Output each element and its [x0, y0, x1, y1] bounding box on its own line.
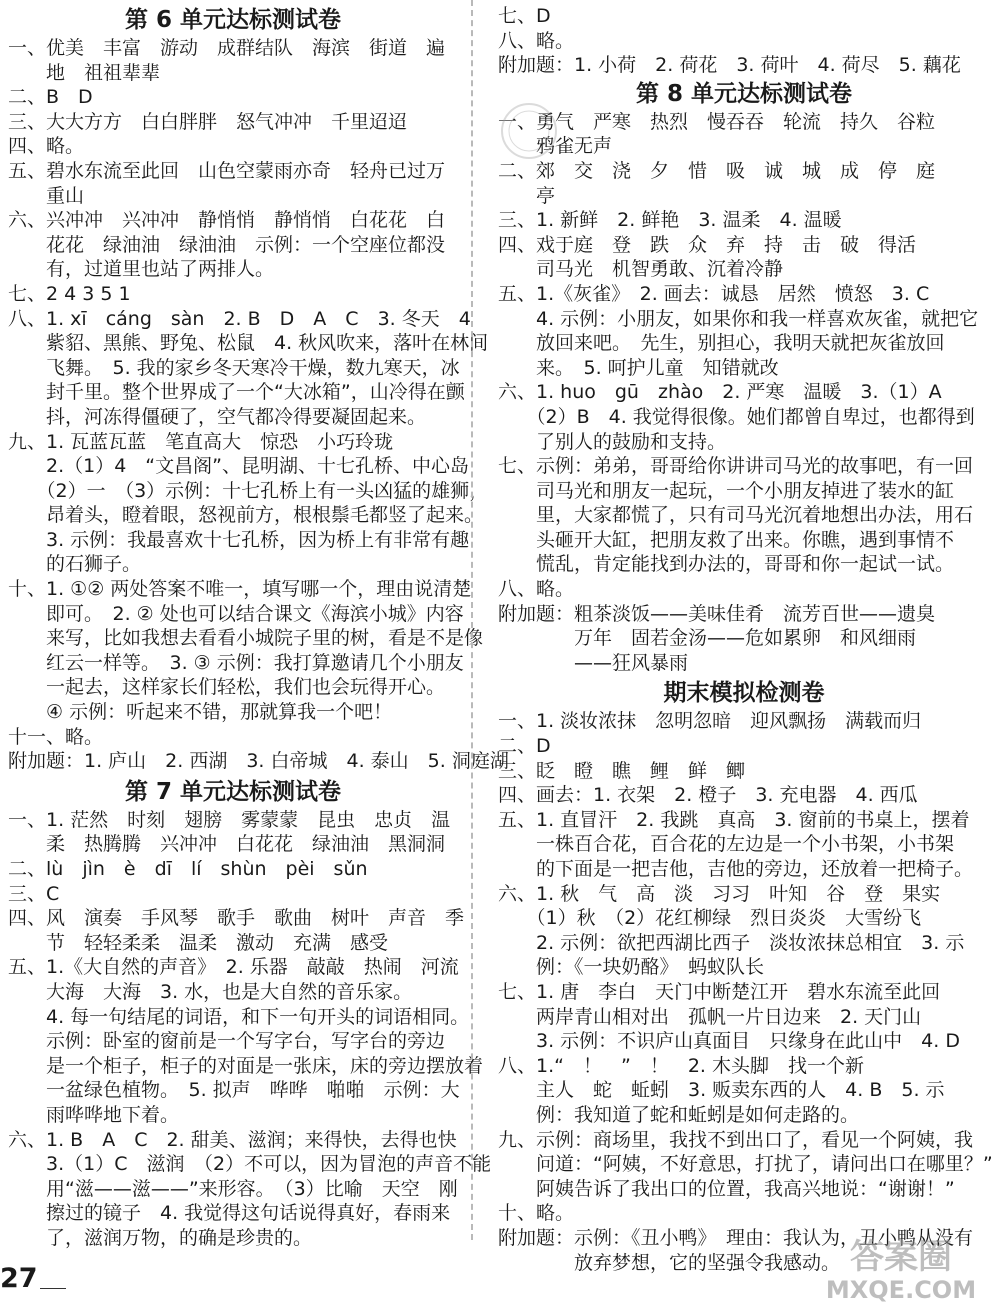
answer-line: 八、1.“ ！ ” ！ 2. 木头脚 找一个新: [498, 1054, 864, 1077]
answer-line: 十、略。: [498, 1202, 575, 1225]
answer-line: 一、优美 丰富 游动 成群结队 海滨 街道 遍: [8, 37, 446, 59]
answer-line: 即可。 2. ② 处也可以结合课文《海滨小城》内容: [8, 602, 464, 625]
answer-line: 抖，河冻得僵硬了，空气都冷得要凝固起来。: [8, 405, 427, 428]
section-title-unit8: 第 8 单元达标测试卷: [635, 80, 853, 107]
answer-line: 的下面是一把吉他，吉他的旁边，还放着一把椅子。: [498, 858, 974, 880]
answer-line: 例：我知道了蛇和蚯蚓是如何走路的。: [498, 1103, 860, 1126]
answer-line: 三、1. 新鲜 2. 鲜艳 3. 温柔 4. 温暖: [498, 209, 842, 232]
answer-line: 一、勇气 严寒 热烈 慢吞吞 轮流 持久 谷粒: [498, 110, 936, 133]
answer-line: 放回来吧。 先生，别担心，我明天就把灰雀放回: [498, 332, 945, 355]
answer-line: 九、示例：商场里，我找不到出口了，看见一个阿姨，我: [498, 1128, 974, 1151]
answer-line: 主人 蛇 蚯蚓 3. 贩卖东西的人 4. B 5. 示: [498, 1079, 945, 1102]
unit7-answers: [8, 808, 492, 1251]
answer-line: 了，滋润万物，的确是珍贵的。: [8, 1226, 313, 1249]
answer-line: 三、眨 瞪 瞧 鲤 鲜 鲫: [498, 759, 746, 782]
answer-line: 鸦雀无声: [498, 135, 613, 158]
answer-line: 二、lù jìn è dī lí shùn pèi sǔn: [8, 858, 368, 880]
answer-line: 七、2 4 3 5 1: [8, 282, 131, 305]
answer-line: 附加题：1. 小荷 2. 荷花 3. 荷叶 4. 荷尽 5. 藕花: [498, 54, 961, 77]
answer-line: 四、画去：1. 衣架 2. 橙子 3. 充电器 4. 西瓜: [498, 784, 918, 807]
answer-line: 3. 示例：我最喜欢十七孔桥，因为桥上有非常有趣: [8, 528, 470, 551]
answer-line: ——狂风暴雨: [498, 651, 689, 674]
answer-line: 了别人的鼓励和支持。: [498, 430, 727, 453]
answer-line: 十、1. ①② 两处答案不唯一，填写哪一个，理由说清楚: [8, 578, 472, 601]
answer-line: 4. 示例：小朋友，如果你和我一样喜欢灰雀，就把它: [498, 307, 979, 330]
answer-line: 3.（1）C 滋润 （2）不可以，因为冒泡的声音不能: [8, 1153, 492, 1176]
answer-line: 附加题：1. 庐山 2. 西湖 3. 白帝城 4. 泰山 5. 洞庭湖: [8, 750, 509, 773]
left-column: [8, 4, 509, 1249]
answer-line: 六、1. 秋 气 高 淡 习习 叶知 谷 登 果实: [498, 882, 941, 905]
answer-line: 来写，比如我想去看看小城院子里的树，看是不是像: [8, 627, 484, 650]
answer-line: 三、C: [8, 882, 60, 905]
answer-line: 一盆绿色植物。 5. 拟声 哗哗 啪啪 示例：大: [8, 1079, 460, 1102]
answer-line: 的石狮子。: [8, 553, 142, 576]
answer-line: 2. 示例：欲把西湖比西子 淡妆浓抹总相宜 3. 示: [498, 931, 965, 954]
final-exam-answers: [498, 709, 993, 1275]
answer-line: 四、戏于庭 登 跌 众 弃 持 击 破 得活: [498, 233, 917, 256]
answer-line: 昂着头，瞪着眼，怒视前方，根根鬃毛都竖了起来。: [8, 504, 484, 527]
section-title-final: 期末模拟检测卷: [663, 680, 825, 707]
answer-line: （2）B 4. 我觉得很像。她们都曾自卑过，也都得到: [498, 405, 975, 428]
section-title-unit7: 第 7 单元达标测试卷: [124, 778, 342, 805]
answer-line: 重山: [8, 184, 85, 207]
answer-line: 2.（1）4 “文昌阁”、昆明湖、十七孔桥、中心岛: [8, 455, 469, 478]
answer-line: ④ 示例：听起来不错，那就算我一个吧！: [8, 701, 393, 724]
answer-line: 七、1. 唐 李白 天门中断楚江开 碧水东流至此回: [498, 980, 941, 1003]
answer-line: 七、D: [498, 5, 551, 27]
answer-line: 有，过道里也站了两排人。: [8, 258, 275, 281]
answer-line: 阿姨告诉了我出口的位置，我高兴地说：“谢谢！”: [498, 1177, 955, 1200]
answer-line: 红云一样等。 3. ③ 示例：我打算邀请几个小朋友: [8, 651, 464, 674]
answer-line: 放弃梦想，它的坚强令我感动。: [498, 1251, 841, 1274]
answer-line: 里，大家都慌了，只有司马光沉着地想出办法，用石: [498, 504, 974, 527]
answer-line: 十一、略。: [8, 725, 104, 748]
answer-line: 八、1. xī cáng sàn 2. B D A C 3. 冬天 4: [8, 307, 471, 330]
answer-line: 一、1. 茫然 时刻 翅膀 雾蒙蒙 昆虫 忠贞 温: [8, 808, 451, 831]
answer-line: 三、大大方方 白白胖胖 怒气冲冲 千里迢迢: [8, 110, 408, 133]
answer-line: 问道：“阿姨，不好意思，打扰了，请问出口在哪里？”: [498, 1153, 993, 1176]
answer-line: 附加题：示例：《丑小鸭》 理由：我认为，丑小鸭从没有: [498, 1226, 974, 1249]
answer-line: 飞舞。 5. 我的家乡冬天寒冷干燥，数九寒天，冰: [8, 356, 460, 379]
answer-line: 附加题：粗茶淡饭——美味佳肴 流芳百世——遗臭: [498, 602, 936, 625]
answer-line: 用“滋——滋——”来形容。 （3）比喻 天空 刚: [8, 1177, 458, 1200]
watermark-text: 答案圈: [850, 1237, 952, 1277]
unit8-answers: [498, 110, 990, 676]
answer-line: 花花 绿油油 绿油油 示例：一个空座位都没: [8, 233, 446, 256]
answer-line: 地 祖祖辈辈: [8, 61, 161, 84]
answer-line: 一起去，这样家长们轻松，我们也会玩得开心。: [8, 676, 446, 699]
answer-line: 4. 每一句结尾的词语，和下一句开头的词语相同。: [8, 1005, 470, 1028]
answer-line: 五、1.《大自然的声音》 2. 乐器 敲敲 热闹 河流: [8, 956, 459, 979]
answer-line: 六、1. huo gū zhào 2. 严寒 温暖 3.（1）A: [498, 381, 942, 404]
answer-line: 四、略。: [8, 135, 85, 158]
faded-stamp-icon: [498, 100, 560, 162]
answer-line: 五、碧水东流至此回 山色空蒙雨亦奇 轻舟已过万: [8, 159, 446, 182]
answer-line: 司马光 机智勇敢、沉着冷静: [498, 258, 784, 281]
unit6-answers: [8, 36, 509, 774]
unit7-tail-answers: [498, 4, 990, 78]
answer-line: 八、略。: [498, 578, 575, 601]
answer-line: 紫貂、黑熊、野兔、松鼠 4. 秋风吹来，落叶在林间: [8, 332, 489, 355]
page-number: 27: [0, 1263, 38, 1294]
answer-line: 封千里。整个世界成了一个“大冰箱”，山冷得在颤: [8, 381, 465, 404]
answer-line: 示例：卧室的窗前是一个写字台，写字台的旁边: [8, 1030, 446, 1053]
answer-line: 雨哗哗地下着。: [8, 1103, 180, 1126]
answer-line: 五、1. 直冒汗 2. 我跳 真高 3. 窗前的书桌上，摆着: [498, 808, 970, 831]
answer-line: 八、略。: [498, 29, 575, 52]
answer-line: 七、示例：弟弟，哥哥给你讲讲司马光的故事吧，有一回: [498, 455, 974, 478]
answer-line: 司马光和朋友一起玩，一个小朋友掉进了装水的缸: [498, 479, 955, 502]
answer-line: 二、郊 交 浇 夕 惜 吸 诚 城 成 停 庭: [498, 159, 936, 182]
answer-line: 3. 示例：不识庐山真面目 只缘身在此山中 4. D: [498, 1030, 960, 1053]
answer-line: 六、兴冲冲 兴冲冲 静悄悄 静悄悄 白花花 白: [8, 209, 446, 232]
section-title-unit6: 第 6 单元达标测试卷: [124, 7, 342, 33]
answer-line: 九、1. 瓦蓝瓦蓝 笔直高大 惊恐 小巧玲珑: [8, 430, 394, 453]
answer-line: 六、1. B A C 2. 甜美、滋润；来得快，去得也快: [8, 1128, 457, 1151]
answer-line: 两岸青山相对出 孤帆一片日边来 2. 天门山: [498, 1005, 922, 1028]
answer-line: 来。 5. 呵护儿童 知错就改: [498, 356, 779, 379]
answer-line: 一、1. 淡妆浓抹 忽明忽暗 迎风飘扬 满载而归: [498, 710, 922, 733]
answer-line: 四、风 演奏 手风琴 歌手 歌曲 树叶 声音 季: [8, 907, 465, 930]
answer-line: 擦过的镜子 4. 我觉得这句话说得真好，春雨来: [8, 1202, 451, 1225]
answer-line: 是一个柜子，柜子的对面是一张床，床的旁边摆放着: [8, 1054, 484, 1077]
answer-line: 五、1.《灰雀》 2. 画去：诚恳 居然 愤怒 3. C: [498, 282, 930, 305]
answer-line: 大海 大海 3. 水，也是大自然的音乐家。: [8, 980, 413, 1003]
answer-line: 万年 固若金汤——危如累卵 和风细雨: [498, 627, 917, 650]
answer-line: 例：《一块奶酪》 蚂蚁队长: [498, 956, 765, 979]
answer-line: 一株百合花，百合花的左边是一个小书架，小书架: [498, 833, 955, 856]
answer-line: 二、D: [498, 735, 551, 758]
answer-line: 节 轻轻柔柔 温柔 激动 充满 感受: [8, 931, 389, 954]
answer-line: 慌乱，肯定能找到办法的，哥哥和你一起试一试。: [498, 553, 955, 576]
answer-line: （2）一 （3）示例：十七孔桥上有一头凶猛的雄狮，: [8, 479, 489, 502]
watermark-logo-icon: [816, 1228, 986, 1304]
answer-line: 柔 热腾腾 兴冲冲 白花花 绿油油 黑洞洞: [8, 833, 446, 856]
answer-line: （1）秋 （2）花红柳绿 烈日炎炎 大雪纷飞: [498, 907, 922, 930]
page-number-rule: [40, 1288, 66, 1289]
answer-line: 亭: [498, 184, 556, 207]
answer-line: 头砸开大缸，把朋友救了出来。你瞧，遇到事情不: [498, 528, 955, 551]
answer-line: 二、B D: [8, 86, 93, 109]
column-divider: [471, 0, 473, 1240]
watermark-url: MXQE.COM: [825, 1276, 977, 1304]
